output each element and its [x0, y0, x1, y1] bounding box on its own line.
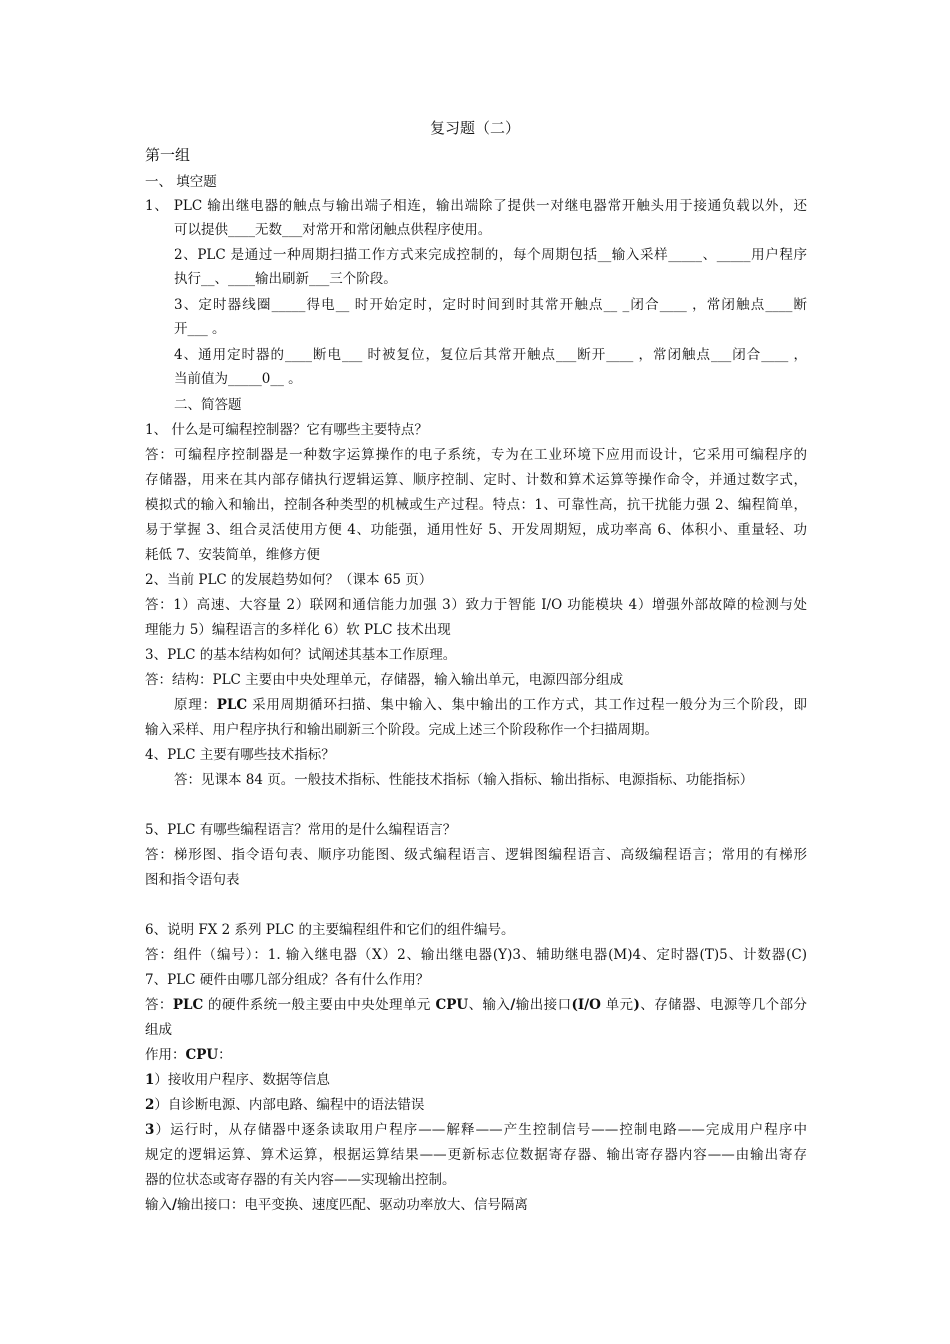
question-1: 1、 什么是可编程控制器？它有哪些主要特点？: [145, 422, 428, 438]
answer-1-line2: 存储器，用来在其内部存储执行逻辑运算、顺序控制、定时、计数和算术运算等操作命令，并通过数字式，: [145, 472, 807, 488]
cpu-item-3-line2: 规定的逻辑运算、算术运算，根据运算结果——更新标志位数据寄存器、输出寄存器内容——由输出寄存: [145, 1147, 807, 1163]
question-4: 4、PLC 主要有哪些技术指标？: [145, 747, 335, 763]
answer-6: 答：组件（编号）：1. 输入继电器（X）2、输出继电器(Y)3、辅助继电器(M)4、定时器(T)5、计数器(C): [145, 947, 807, 963]
question-3: 3、PLC 的基本结构如何？试阐述其基本工作原理。: [145, 647, 457, 663]
cpu-item-2: 2）自诊断电源、内部电路、编程中的语法错误: [145, 1097, 425, 1113]
cpu-item-3-line1: 3）运行时，从存储器中逐条读取用户程序——解释——产生控制信号——控制电路——完成用户程序中: [145, 1122, 807, 1138]
fill-q4-line2: 当前值为_____0__ 。: [174, 371, 302, 387]
cpu-item-1: 1）接收用户程序、数据等信息: [145, 1072, 330, 1088]
fill-q2-line2: 执行__、____输出刷新___三个阶段。: [174, 271, 397, 287]
answer-1-line3: 模拟式的输入和输出，控制各种类型的机械或生产过程。特点：1、可靠性高，抗干扰能力强 2、编程简单，: [145, 497, 807, 513]
fill-q1-line1: 1、 PLC 输出继电器的触点与输出端子相连，输出端除了提供一对继电器常开触头用于接通负载以外，还: [145, 198, 807, 214]
section-fill-blank-heading: 一、 填空题: [145, 174, 217, 190]
fill-q3-line1: 3、定时器线圈_____得电__ 时开始定时，定时时间到时其常开触点__ _闭合____ ，常闭触点____断: [174, 297, 807, 313]
role-cpu-heading: 作用：CPU：: [145, 1047, 232, 1063]
question-2: 2、当前 PLC 的发展趋势如何？（课本 65 页）: [145, 572, 433, 588]
fill-q3-line2: 开___ 。: [174, 321, 226, 337]
question-5: 5、PLC 有哪些编程语言？常用的是什么编程语言？: [145, 822, 457, 838]
page-title: 复习题（二）: [429, 119, 520, 137]
fill-q4-line1: 4、通用定时器的____断电___ 时被复位，复位后其常开触点___断开____ ，常闭触点___闭合____ ，: [174, 347, 807, 363]
answer-7-line2: 组成: [145, 1022, 172, 1038]
answer-1-line4: 易于掌握 3、组合灵活使用方便 4、功能强，通用性好 5、开发周期短，成功率高 6、体积小、重量轻、功: [145, 522, 807, 538]
answer-3-line3: 输入采样、用户程序执行和输出刷新三个阶段。完成上述三个阶段称作一个扫描周期。: [145, 722, 658, 738]
fill-q2-line1: 2、PLC 是通过一种周期扫描工作方式来完成控制的，每个周期包括__输入采样_____、_____用户程序: [174, 247, 807, 263]
answer-5-line2: 图和指令语句表: [145, 872, 240, 888]
answer-1-line1: 答：可编程序控制器是一种数字运算操作的电子系统，专为在工业环境下应用而设计，它采用可编程序的: [145, 447, 807, 463]
answer-1-line5: 耗低 7、安装简单，维修方便: [145, 547, 320, 563]
io-interface-role: 输入/输出接口：电平变换、速度匹配、驱动功率放大、信号隔离: [145, 1197, 528, 1213]
answer-5-line1: 答：梯形图、指令语句表、顺序功能图、级式编程语言、逻辑图编程语言、高级编程语言；常用的有梯形: [145, 847, 807, 863]
answer-7-line1: 答：PLC 的硬件系统一般主要由中央处理单元 CPU、输入/输出接口(I/O 单元)、存储器、电源等几个部分: [145, 997, 808, 1013]
cpu-item-3-line3: 器的位状态或寄存器的有关内容——实现输出控制。: [145, 1172, 456, 1188]
fill-q1-line2: 可以提供____无数___对常开和常闭触点供程序使用。: [174, 222, 492, 238]
group-heading: 第一组: [145, 146, 191, 164]
answer-4: 答：见课本 84 页。一般技术指标、性能技术指标（输入指标、输出指标、电源指标、功能指标）: [174, 772, 754, 788]
answer-2-line2: 理能力 5）编程语言的多样化 6）软 PLC 技术出现: [145, 622, 451, 638]
question-6: 6、说明 FX 2 系列 PLC 的主要编程组件和它们的组件编号。: [145, 922, 515, 938]
answer-3-line1: 答：结构：PLC 主要由中央处理单元，存储器，输入输出单元，电源四部分组成: [145, 672, 624, 688]
question-7: 7、PLC 硬件由哪几部分组成？各有什么作用？: [145, 972, 430, 988]
answer-3-line2: 原理：PLC 采用周期循环扫描、集中输入、集中输出的工作方式，其工作过程一般分为三个阶段，即: [174, 697, 808, 713]
answer-2-line1: 答：1）高速、大容量 2）联网和通信能力加强 3）致力于智能 I/O 功能模块 4）增强外部故障的检测与处: [145, 597, 807, 613]
section-short-answer-heading: 二、简答题: [174, 397, 242, 413]
